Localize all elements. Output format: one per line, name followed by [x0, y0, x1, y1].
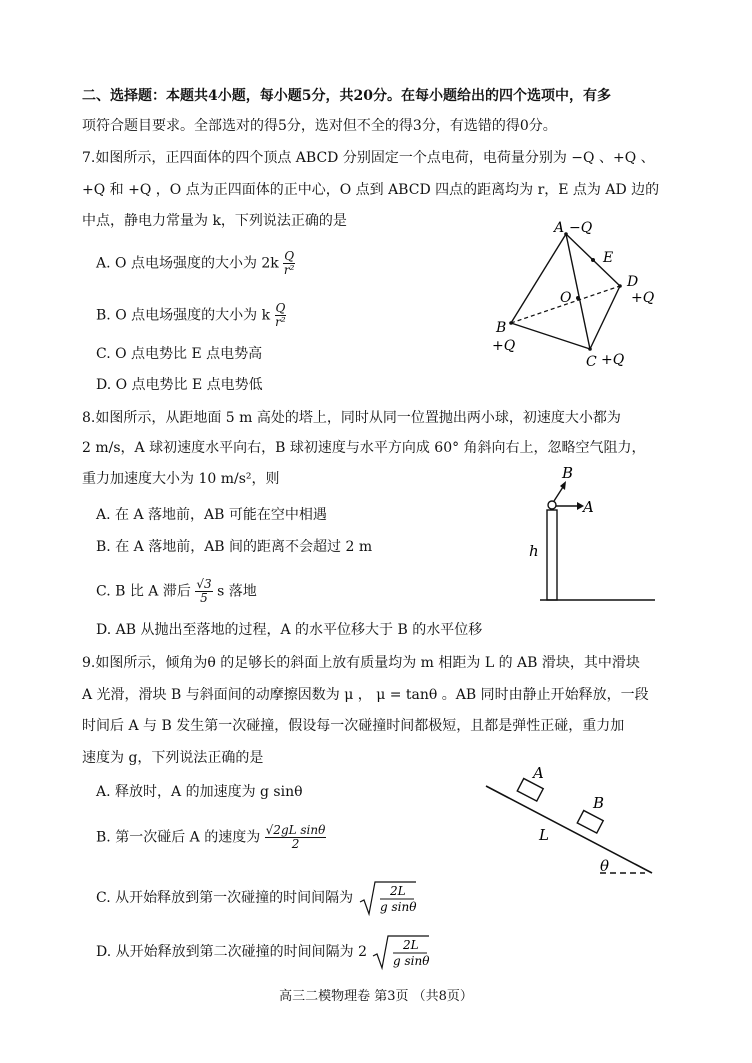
q7-option-b: B. O 点电场强度的大小为 k $\frac{Q}{\text{r²}}$	[96, 301, 286, 329]
q9-option-d: D. 从开始释放到第二次碰撞的时间间隔为 2 2L g sinθ	[96, 932, 431, 972]
svg-text:g sinθ: g sinθ	[379, 900, 417, 914]
label-b: B	[496, 320, 507, 336]
q8-option-c: C. B 比 A 滞后 $\frac{√3}{5}$ s 落地	[96, 577, 257, 605]
label-block-b: B	[593, 794, 605, 812]
q8-stem-line2: 2 m/s，A 球初速度水平向右，B 球初速度与水平方向成 60° 角斜向右上，忽略空气阻力，	[82, 440, 646, 456]
label-ball-b: B	[562, 464, 574, 482]
svg-text:g sinθ: g sinθ	[393, 954, 430, 968]
label-o: O	[560, 290, 572, 306]
q8-stem-line3: 重力加速度大小为 10 m/s²，则	[82, 471, 280, 487]
q7-stem-line1: 7.如图所示，正四面体的四个顶点 ABCD 分别固定一个点电荷，电荷量分别为 −Q 、+Q 、	[82, 150, 655, 166]
q8-option-a: A. 在 A 落地前，AB 可能在空中相遇	[96, 507, 327, 523]
q9-stem-line4: 速度为 g，下列说法正确的是	[82, 750, 264, 766]
q9-option-a: A. 释放时，A 的加速度为 g sinθ	[96, 784, 303, 800]
svg-text:2L: 2L	[389, 884, 406, 898]
tetrahedron-figure	[488, 214, 668, 374]
page-footer: 高三二模物理卷 第3页 （共8页）	[279, 989, 473, 1004]
tower-figure	[520, 462, 660, 604]
incline-figure	[480, 760, 665, 880]
q7-option-d: D. O 点电势比 E 点电势低	[96, 377, 263, 393]
q7-stem-line2: +Q 和 +Q ，O 点为正四面体的正中心，O 点到 ABCD 四点的距离均为 r，E 点为 AD 边的	[82, 182, 660, 198]
label-ball-a: A	[583, 498, 594, 516]
label-d-charge: +Q	[631, 290, 655, 306]
q9-radical-c	[358, 878, 418, 918]
label-a: A	[554, 220, 565, 236]
section-heading: 二、选择题：本题共4小题，每小题5分，共20分。在每小题给出的四个选项中，有多	[82, 88, 611, 104]
label-height-h: h	[529, 542, 539, 560]
q9-option-b: B. 第一次碰后 A 的速度为 $\frac{\text{√2gL sinθ}}{2}$	[96, 823, 326, 851]
q7-option-c: C. O 点电势比 E 点电势高	[96, 346, 263, 362]
q9-radical-d	[371, 932, 431, 972]
label-a-charge: −Q	[569, 220, 593, 236]
q8-option-d: D. AB 从抛出至落地的过程，A 的水平位移大于 B 的水平位移	[96, 622, 483, 638]
svg-text:2L: 2L	[403, 938, 420, 952]
q9-stem-line3: 时间后 A 与 B 发生第一次碰撞，假设每一次碰撞时间都极短，且都是弹性正碰，重力加	[82, 718, 625, 734]
q9-stem-line1: 9.如图所示，倾角为θ 的足够长的斜面上放有质量均为 m 相距为 L 的 AB 滑块，其中滑块	[82, 655, 640, 671]
label-distance-l: L	[539, 826, 549, 844]
q8-option-b: B. 在 A 落地前，AB 间的距离不会超过 2 m	[96, 539, 373, 555]
label-b-charge: +Q	[492, 338, 516, 354]
label-c: C	[586, 354, 597, 370]
q9-option-c: C. 从开始释放到第一次碰撞的时间间隔为 2L g sinθ	[96, 878, 418, 918]
label-angle-theta: θ	[600, 857, 610, 875]
label-d: D	[627, 274, 639, 290]
q7-stem-line3: 中点，静电力常量为 k，下列说法正确的是	[82, 213, 347, 229]
q9-stem-line2: A 光滑，滑块 B 与斜面间的动摩擦因数为 μ ， μ = tanθ 。AB 同时由静止开始释放，一段	[82, 687, 649, 703]
q9-fraction-b: $\frac{\text{√2gL sinθ}}{2}$	[265, 823, 326, 851]
section-instructions: 项符合题目要求。全部选对的得5分，选对但不全的得3分，有选错的得0分。	[82, 118, 557, 134]
q7-fraction: $\frac{Q}{\text{r²}}$	[283, 249, 295, 277]
label-e: E	[603, 250, 614, 266]
q8-fraction: $\frac{√3}{5}$	[196, 577, 212, 605]
q7-option-a: A. O 点电场强度的大小为 2k $\frac{Q}{\text{r²}}$	[96, 249, 295, 277]
label-c-charge: +Q	[601, 352, 625, 368]
label-block-a: A	[533, 764, 544, 782]
q8-stem-line1: 8.如图所示，从距地面 5 m 高处的塔上，同时从同一位置抛出两小球，初速度大小都为	[82, 410, 621, 426]
q7-fraction-b: $\frac{Q}{\text{r²}}$	[275, 301, 286, 329]
